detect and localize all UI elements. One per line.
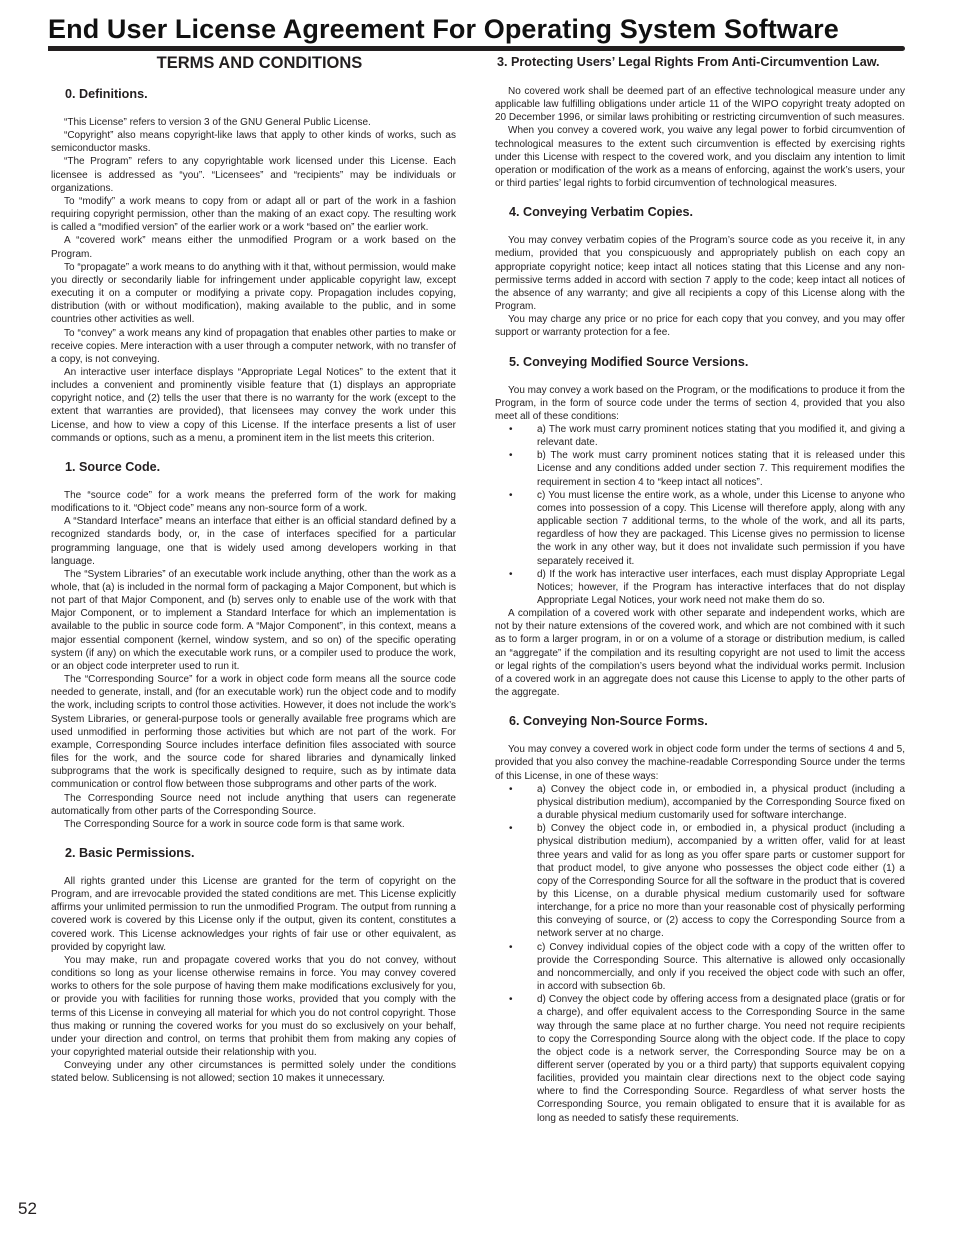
page-title: End User License Agreement For Operating System Software: [48, 14, 839, 44]
list-item-text: c) Convey individual copies of the object code with a copy of the written offer to provide the Corresponding Source. This alternative is allowed only occasionally and noncommercially, and only if you received the object code with such an offer, in accord with subsection 6b.: [537, 941, 905, 993]
list-item-text: d) Convey the object code by offering access from a designated place (gratis or for a charge), and offer equivalent access to the Corresponding Source in the same way through the same place at no further charge. You need not require recipients to copy the Corresponding Source along with the object code. If the place to copy the object code is a network server, the Corresponding Source may be on a different server (operated by you or a third party) that supports equivalent copying facilities, provided you maintain clear directions next to the object code saying where to find the Corresponding Source. Regardless of what server hosts the Corresponding Source, you remain obligated to ensure that it is available for as long as needed to satisfy these requirements.: [537, 994, 905, 1124]
page-number: 52: [18, 1199, 37, 1218]
list-item: [495, 783, 905, 822]
list-item: [495, 822, 905, 940]
section-verbatim-copies: [495, 205, 905, 339]
list-item-text: a) Convey the object code in, or embodied in, a physical product (including a physical distribution medium), accompanied by the Corresponding Source fixed on a durable physical medium customarily used for software interchange.: [537, 783, 905, 822]
paragraph: You may make, run and propagate covered works that you do not convey, without conditions so long as your license otherwise remains in force. You may convey covered works to others for the sole purpose of having them make modifications exclusively for you, or provide you with facilities for running those works, provided that you comply with the terms of this License in conveying all material for which you do not control copyright. Those thus making or running the covered works for you must do so exclusively on your behalf, under your direction and control, on terms that prohibit them from making any copies of your copyrighted material outside their relationship with you.: [51, 954, 456, 1058]
section-heading: 5. Conveying Modified Source Versions.: [509, 354, 749, 369]
bullet: •: [509, 489, 513, 501]
bullet: •: [509, 450, 513, 462]
section-modified-source: [495, 355, 905, 700]
method-list: [495, 783, 905, 1125]
paragraph: The “Corresponding Source” for a work in object code form means all the source code needed to generate, install, and (for an executable work) run the object code and to modify the work, including scripts to control those activities. However, it does not include the work’s System Libraries, or general-purpose tools or generally available free programs which are used unmodified in performing those activities but which are not part of the work. For example, Corresponding Source includes interface definition files associated with source files for the work, and the source code for shared libraries and dynamically linked subprograms that the work is specifically designed to require, such as by intimate data communication or control flow between those subprograms and other parts of the work.: [51, 674, 457, 791]
list-item: [495, 423, 905, 449]
paragraph: You may charge any price or no price for each copy that you convey, and you may offer support or warranty protection for a fee.: [495, 314, 905, 339]
section-heading: 6. Conveying Non-Source Forms.: [509, 714, 708, 729]
list-item: [495, 489, 905, 568]
section-heading: 4. Conveying Verbatim Copies.: [509, 205, 694, 220]
bullet: •: [509, 783, 513, 795]
section-anti-circumvention: [495, 54, 905, 190]
list-item-text: b) Convey the object code in, or embodied in, a physical product (including a physical distribution medium), accompanied by a written offer, valid for at least three years and valid for as long as you offer spare parts or customer support for that product model, to give anyone who possesses the object code either (1) a copy of the Corresponding Source for all the software in the product that is covered by this License, on a durable physical medium customarily used for software interchange, for a price no more than your reasonable cost of physically performing this conveying of source, or (2) access to copy the Corresponding Source from a network server at no charge.: [537, 823, 905, 940]
paragraph: “Copyright” also means copyright-like laws that apply to other kinds of works, such as semiconductor masks.: [51, 130, 456, 155]
paragraph: The Corresponding Source for a work in source code form is that same work.: [64, 818, 405, 830]
list-item: [495, 993, 905, 1125]
paragraph: To “modify” a work means to copy from or adapt all or part of the work in a fashion requiring copyright permission, other than the making of an exact copy. The resulting work is called a “modified version” of the earlier work or a work “based on” the earlier work.: [51, 195, 456, 234]
list-item: [495, 568, 905, 607]
section-heading: 3. Protecting Users’ Legal Rights From Anti-Circumvention Law.: [497, 55, 880, 69]
paragraph: To “propagate” a work means to do anything with it that, without permission, would make you directly or secondarily liable for infringement under applicable copyright law, except executing it on a computer or modifying a private copy. Propagation includes copying, distribution (with or without modification), making available to the public, and in some countries other activities as well.: [51, 261, 456, 326]
list-item: [495, 941, 905, 994]
paragraph: The Corresponding Source need not include anything that users can regenerate automatically from other parts of the Corresponding Source.: [51, 792, 456, 817]
section-heading: 1. Source Code.: [65, 459, 161, 474]
paragraph: You may convey verbatim copies of the Program’s source code as you receive it, in any medium, provided that you conspicuously and appropriately publish on each copy an appropriate copyright notice; keep intact all notices stating that this License and any non-permissive terms added in accord with section 7 apply to the code; keep intact all notices of the absence of any warranty; and give all recipients a copy of this License along with the Program.: [495, 235, 905, 313]
section-non-source-forms: [495, 714, 905, 1125]
section-basic-permissions: [51, 846, 456, 1086]
paragraph: A compilation of a covered work with other separate and independent works, which are not by their nature extensions of the covered work, and which are not combined with it such as to form a larger program, in or on a volume of a storage or distribution medium, is called an “aggregate” if the compilation and its resulting copyright are not used to limit the access or legal rights of the compilation’s users beyond what the individual works permit. Inclusion of a covered work in an aggregate does not cause this License to apply to the other parts of the aggregate.: [495, 608, 905, 699]
paragraph: You may convey a work based on the Program, or the modifications to produce it from the Program, in the form of source code under the terms of section 4, provided that you also meet all of these conditions:: [495, 384, 905, 422]
right-column: [495, 54, 905, 1140]
paragraph: When you convey a covered work, you waive any legal power to forbid circumvention of technological measures to the extent such circumvention is effected by exercising rights under this License with respect to the covered work, and you disclaim any intention to limit operation or modification of the work as a means of enforcing, against the work’s users, your or third parties’ legal rights to forbid circumvention of technological measures.: [495, 125, 905, 190]
list-item-text: c) You must license the entire work, as a whole, under this License to anyone who comes into possession of a copy. This License will therefore apply, along with any applicable section 7 additional terms, to the whole of the work, and all its parts, regardless of how they are packaged. This License gives no permission to license the work in any other way, but it does not invalidate such permission if you have separately received it.: [537, 489, 905, 567]
left-column: [51, 54, 456, 1100]
paragraph: “This License” refers to version 3 of the GNU General Public License.: [64, 117, 371, 128]
section-heading: 2. Basic Permissions.: [65, 845, 195, 860]
bullet: •: [509, 823, 513, 835]
list-item-text: a) The work must carry prominent notices stating that you modified it, and giving a relevant date.: [537, 423, 905, 449]
paragraph: The “source code” for a work means the preferred form of the work for making modifications to it. “Object code” means any non-source form of a work.: [51, 489, 456, 515]
bullet: •: [509, 568, 513, 580]
bullet: •: [509, 423, 513, 435]
terms-heading: TERMS AND CONDITIONS: [156, 54, 363, 72]
condition-list: [495, 423, 905, 607]
list-item-text: b) The work must carry prominent notices stating that it is released under this License and any conditions added under section 7. This requirement modifies the requirement in section 4 to “keep intact all notices”.: [537, 450, 905, 488]
paragraph: To “convey” a work means any kind of propagation that enables other parties to make or receive copies. Mere interaction with a user through a computer network, with no transfer of a copy, is not conveying.: [51, 327, 456, 365]
list-item-text: d) If the work has interactive user interfaces, each must display Appropriate Legal Notices; however, if the Program has interactive interfaces that do not display Appropriate Legal Notices, your work need not make them do so.: [537, 568, 905, 606]
paragraph: The “System Libraries” of an executable work include anything, other than the work as a whole, that (a) is included in the normal form of packaging a Major Component, but which is not part of that Major Component, and (b) serves only to enable use of the work with that Major Component, or to implement a Standard Interface for which an implementation is available to the public in source code form. A “Major Component”, in this context, means a major essential component (kernel, window system, and so on) of the specific operating system (if any) on which the executable work runs, or a compiler used to produce the work, or an object code interpreter used to run it.: [51, 568, 456, 672]
bullet: •: [509, 941, 513, 953]
section-source-code: [51, 460, 456, 831]
paragraph: All rights granted under this License are granted for the term of copyright on the Program, and are irrevocable provided the stated conditions are met. This License explicitly affirms your unlimited permission to run the unmodified Program. The output from running a covered work is covered by this License only if the output, given its content, constitutes a covered work. This License acknowledges your rights of fair use or other equivalent, as provided by copyright law.: [51, 875, 456, 953]
paragraph: You may convey a covered work in object code form under the terms of sections 4 and 5, provided that you also convey the machine-readable Corresponding Source under the terms of this License, in one of these ways:: [495, 744, 905, 782]
section-definitions: [51, 87, 456, 445]
paragraph: A “covered work” means either the unmodified Program or a work based on the Program.: [51, 235, 456, 260]
bullet: •: [509, 994, 513, 1006]
paragraph: No covered work shall be deemed part of an effective technological measure under any applicable law fulfilling obligations under article 11 of the WIPO copyright treaty adopted on 20 December 1996, or similar laws prohibiting or restricting circumvention of such measures.: [495, 86, 905, 124]
paragraph: An interactive user interface displays “Appropriate Legal Notices” to the extent that it includes a convenient and prominently visible feature that (1) displays an appropriate copyright notice, and (2) tells the user that there is no warranty for the work (except to the extent that warranties are provided), that licensees may convey the work under this License, and how to view a copy of this License. If the interface presents a list of user commands or options, such as a menu, a prominent item in the list meets this criterion.: [51, 366, 456, 444]
paragraph: A “Standard Interface” means an interface that either is an official standard defined by a recognized standards body, or, in the case of interfaces specified for a particular programming language, one that is widely used among developers working in that language.: [51, 516, 456, 567]
title-underline: [48, 46, 905, 51]
list-item: [495, 449, 905, 488]
section-heading: 0. Definitions.: [65, 87, 148, 101]
paragraph: Conveying under any other circumstances is permitted solely under the conditions stated below. Sublicensing is not allowed; section 10 makes it unnecessary.: [51, 1060, 456, 1085]
paragraph: “The Program” refers to any copyrightable work licensed under this License. Each licensee is addressed as “you”. “Licensees” and “recipients” may be individuals or organizations.: [51, 156, 456, 194]
